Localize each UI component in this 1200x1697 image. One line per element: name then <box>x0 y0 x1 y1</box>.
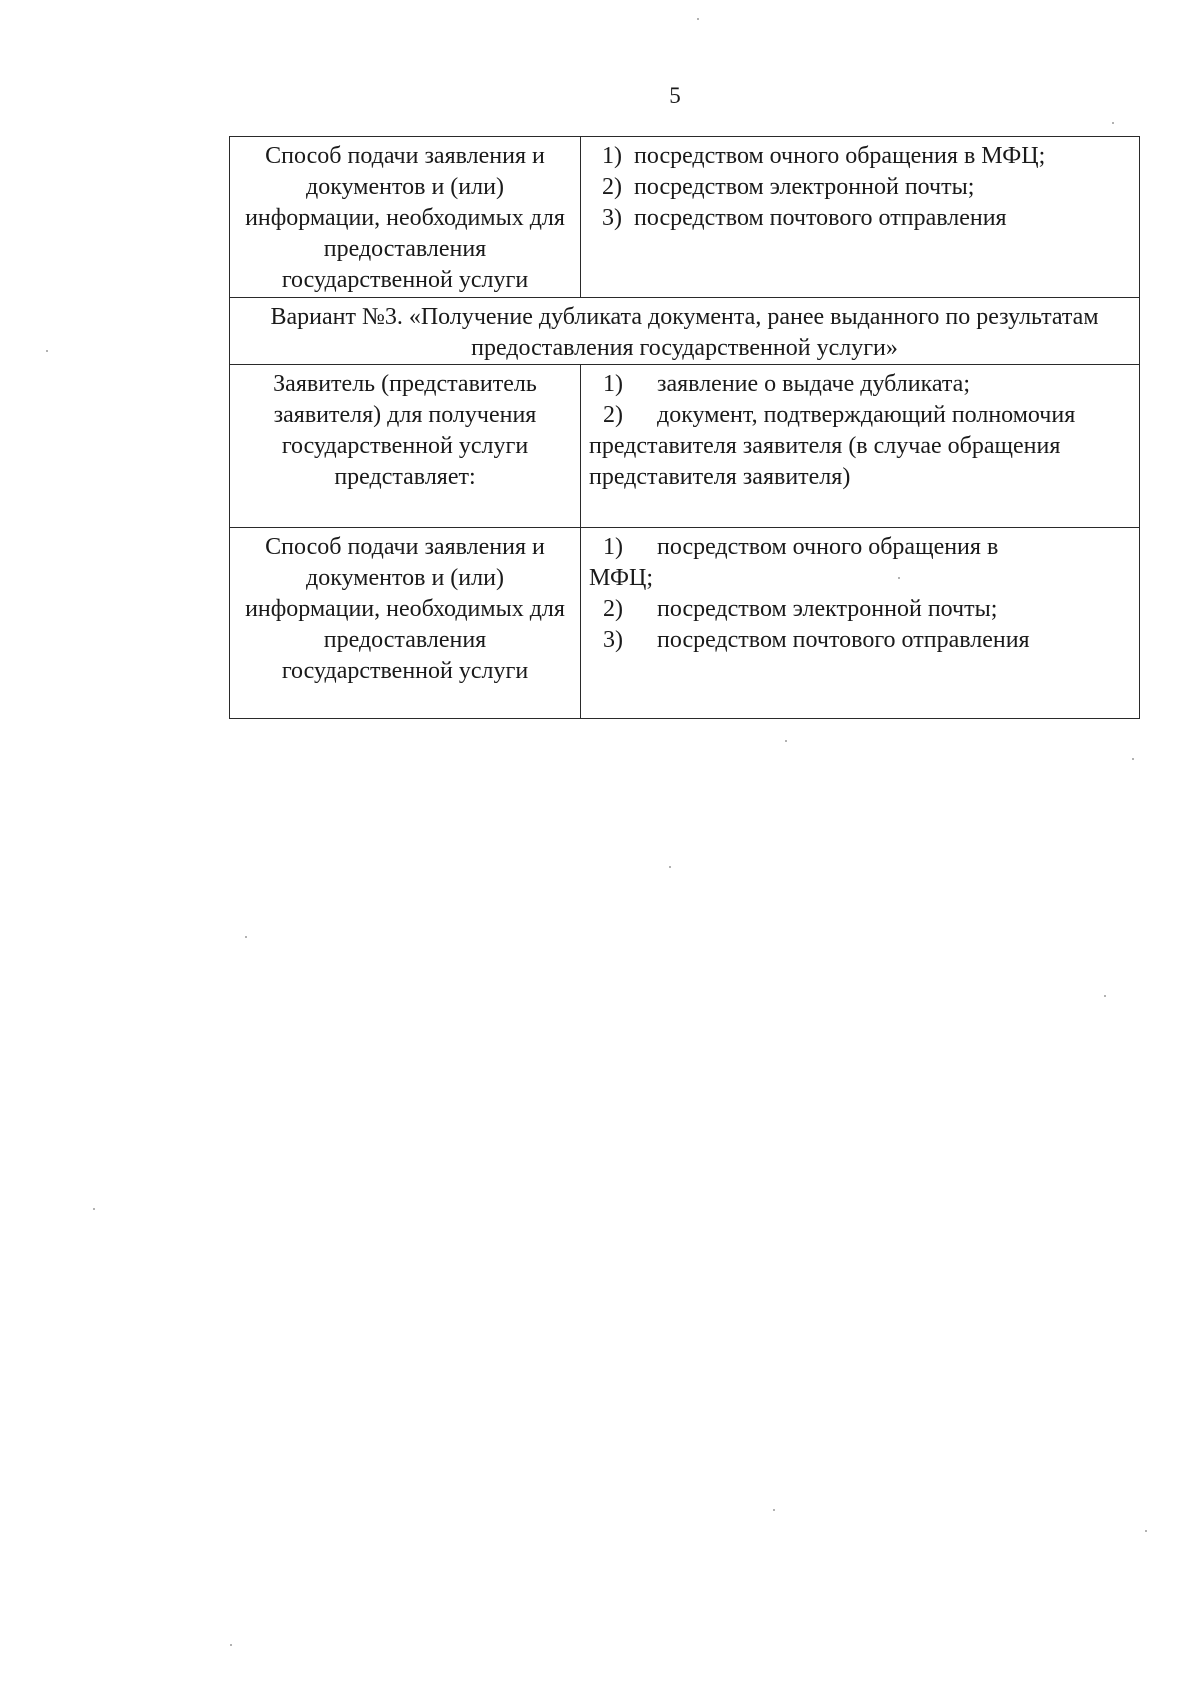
list-item-number: 1) <box>603 534 623 560</box>
table-row <box>230 365 1140 528</box>
list-item <box>585 203 1139 234</box>
scan-speck <box>773 1509 775 1511</box>
list-item-number: 2) <box>602 174 622 200</box>
list-item-text: посредством почтового отправления <box>634 205 1007 231</box>
table-row <box>230 528 1140 719</box>
list-item <box>585 532 1139 563</box>
scan-speck <box>1145 1530 1147 1532</box>
list-item <box>585 625 1139 656</box>
list-item <box>585 141 1139 172</box>
scan-speck <box>1132 758 1134 760</box>
list-item-number: 2) <box>603 402 623 428</box>
list-item <box>585 594 1139 625</box>
table-row <box>230 137 1140 298</box>
submission-method-list <box>581 528 1140 719</box>
table-row <box>230 298 1140 365</box>
submission-method-list <box>581 137 1140 298</box>
scan-speck <box>1112 122 1114 124</box>
scan-speck <box>669 866 671 868</box>
list-item-number: 1) <box>603 371 623 397</box>
list-item-number: 3) <box>603 627 623 653</box>
list-item-text: посредством электронной почты; <box>634 174 975 200</box>
submission-method-label: Способ подачи заявления и документов и (или) информации, необходимых для предоставления государственной услуги <box>230 137 581 298</box>
submission-method-label: Способ подачи заявления и документов и (или) информации, необходимых для предоставления государственной услуги <box>230 528 581 719</box>
scan-speck <box>245 936 247 938</box>
list-item <box>585 172 1139 203</box>
list-item-number: 1) <box>602 143 622 169</box>
list-item-text: посредством почтового отправления <box>657 627 1030 653</box>
variant-header: Вариант №3. «Получение дубликата документа, ранее выданного по результатам предоставления государственной услуги» <box>230 298 1140 365</box>
applicant-label: Заявитель (представитель заявителя) для получения государственной услуги представляет: <box>230 365 581 528</box>
scan-speck <box>230 1644 232 1646</box>
scan-speck <box>785 740 787 742</box>
scan-speck <box>46 350 48 352</box>
list-item <box>585 369 1139 400</box>
list-item-continuation: МФЦ; <box>589 565 653 591</box>
scan-speck <box>1104 995 1106 997</box>
scan-speck <box>697 18 699 20</box>
list-item-text: заявление о выдаче дубликата; <box>657 371 970 397</box>
list-item-number: 2) <box>603 596 623 622</box>
service-table <box>229 136 1140 719</box>
list-item-text: посредством очного обращения в МФЦ; <box>634 143 1046 169</box>
list-item-continuation: представителя заявителя (в случае обращения представителя заявителя) <box>589 433 1061 490</box>
page-number: 5 <box>669 83 681 108</box>
list-item-text: посредством очного обращения в <box>657 534 999 560</box>
scan-speck <box>93 1208 95 1210</box>
list-item-number: 3) <box>602 205 622 231</box>
scan-speck <box>898 577 900 579</box>
list-item <box>585 400 1139 431</box>
list-item-text: посредством электронной почты; <box>657 596 998 622</box>
list-item-text: документ, подтверждающий полномочия <box>657 402 1076 428</box>
applicant-documents-list <box>581 365 1140 528</box>
